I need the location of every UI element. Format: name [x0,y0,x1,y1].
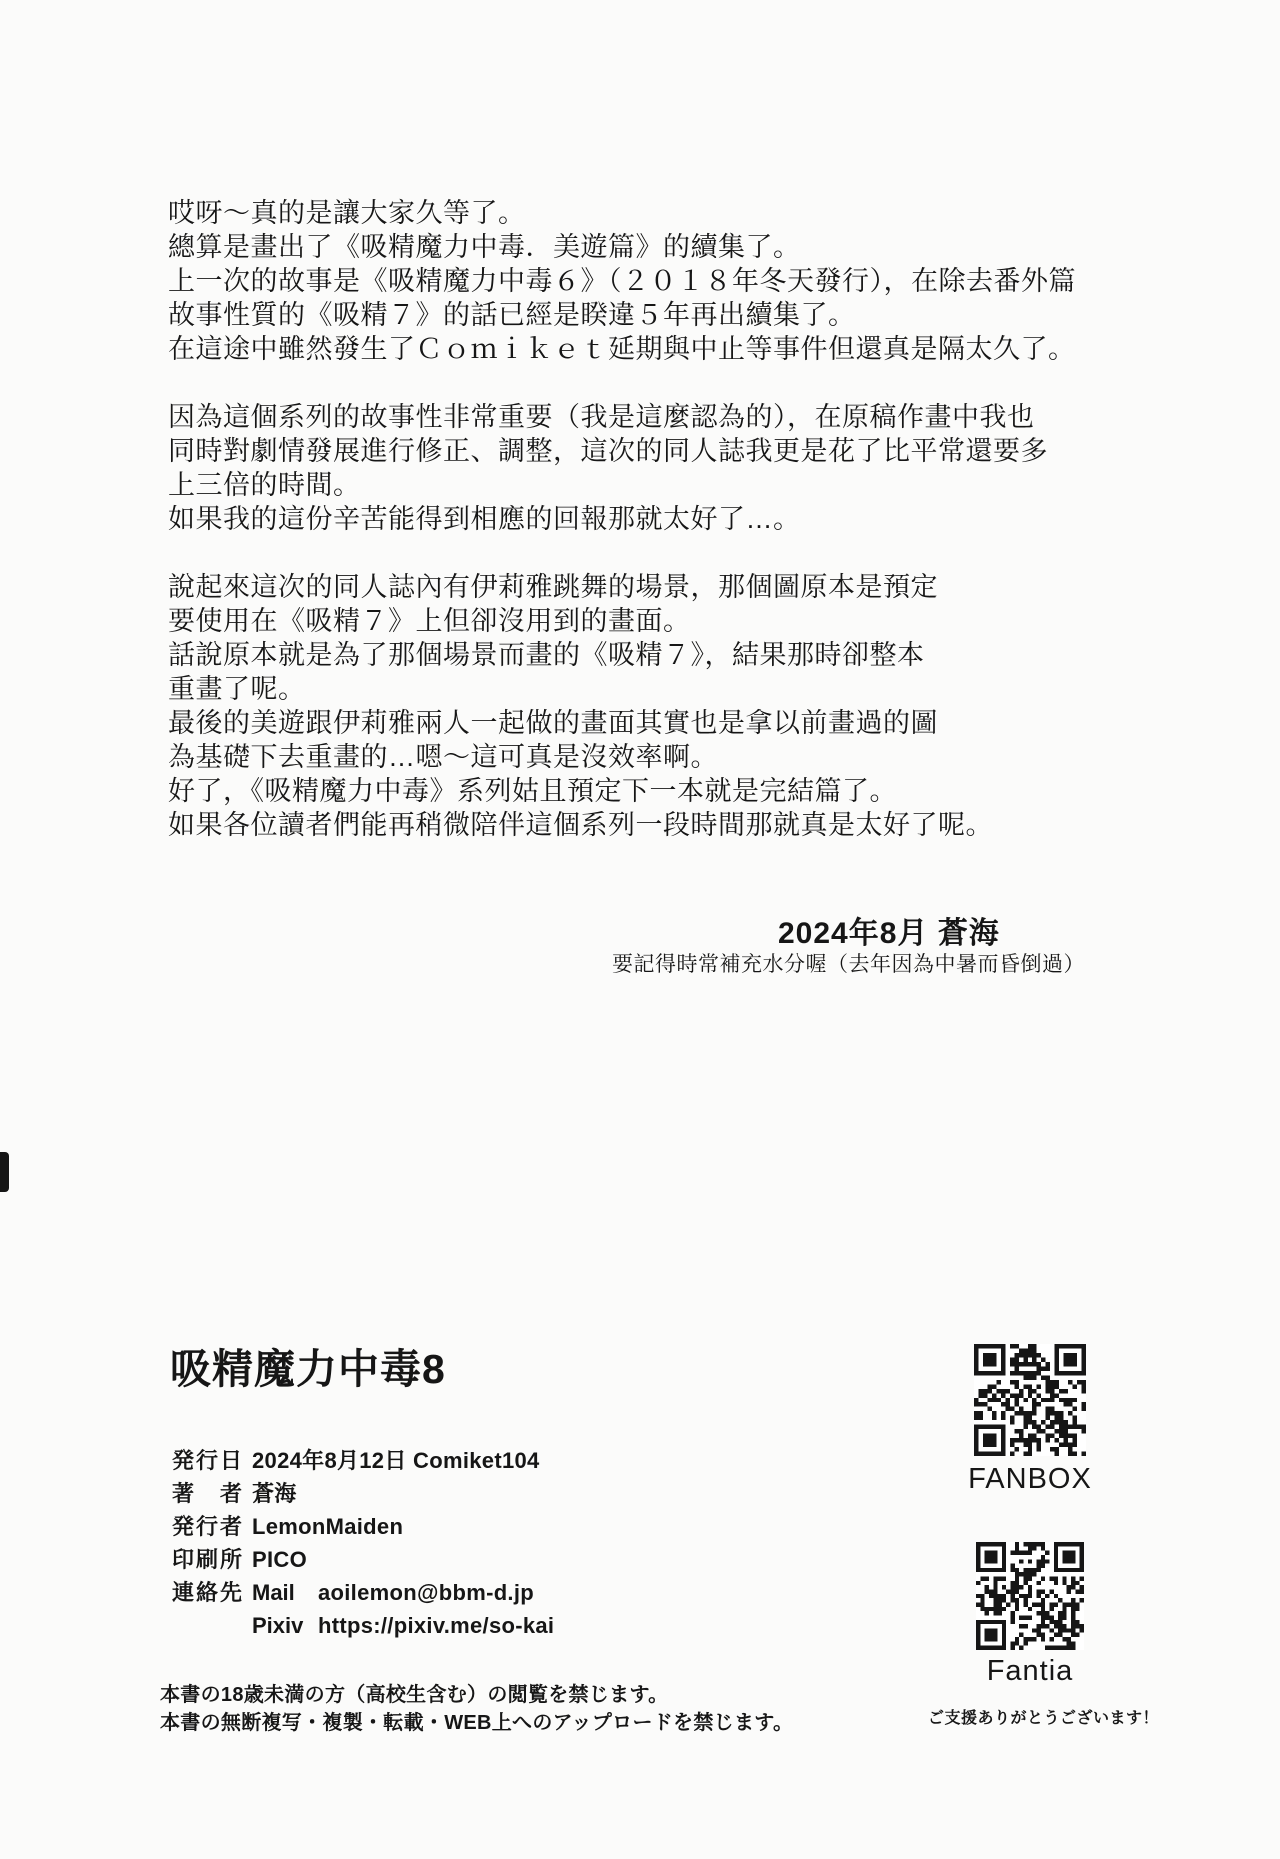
colophon-row-printer [172,1543,554,1576]
afterword-line: 如果我的這份辛苦能得到相應的回報那就太好了…。 [168,504,801,534]
afterword-line: 上三倍的時間。 [168,470,361,500]
colophon-row-contact-pixiv [172,1609,554,1642]
colophon-label: 著 者 [172,1481,245,1506]
afterword-line: 話說原本就是為了那個場景而畫的《吸精７》，結果那時卻整本 [168,640,925,670]
colophon-row-publisher [172,1510,554,1543]
contact-mail-address: aoilemon@bbm-d.jp [318,1580,534,1605]
contact-pixiv-url: https://pixiv.me/so-kai [318,1613,555,1638]
fantia-qr-code-icon [976,1542,1084,1650]
colophon-label: 発行者 [172,1514,245,1539]
colophon-value: 蒼海 [252,1481,297,1506]
afterword-line: 要使用在《吸精７》上但卻沒用到的畫面。 [168,606,691,636]
afterword-line: 在這途中雖然發生了Ｃｏｍｉｋｅｔ延期與中止等事件但還真是隔太久了。 [168,334,1076,364]
afterword-line: 說起來這次的同人誌內有伊莉雅跳舞的場景，那個圖原本是預定 [168,572,938,602]
signature-note: 要記得時常補充水分喔（去年因為中暑而昏倒過） [612,953,1085,976]
fanbox-qr-label: FANBOX [968,1463,1092,1495]
afterword-line: 哎呀～真的是讓大家久等了。 [168,198,526,228]
scan-artifact [0,1152,9,1192]
fanbox-qr-code-icon [974,1344,1086,1456]
afterword-text-block [168,196,1188,842]
afterword-line: 重畫了呢。 [168,674,306,704]
afterword-line: 好了，《吸精魔力中毒》系列姑且預定下一本就是完結篇了。 [168,776,897,806]
no-reproduction-warning: 本書の無断複写・複製・転載・WEB上へのアップロードを禁じます。 [160,1712,794,1734]
contact-service-name: Mail [252,1580,295,1605]
afterword-line: 為基礎下去重畫的…嗯～這可真是沒效率啊。 [168,742,718,772]
afterword-line: 故事性質的《吸精７》的話已經是睽違５年再出續集了。 [168,300,856,330]
afterword-line: 最後的美遊跟伊莉雅兩人一起做的畫面其實也是拿以前畫過的圖 [168,708,938,738]
signature-date: 2024年8月 蒼海 [778,917,1000,950]
colophon-info-table [172,1444,554,1642]
colophon-row-publish-date [172,1444,554,1477]
age-restriction-warning: 本書の18歳未満の方（高校生含む）の閲覧を禁じます。 [160,1684,669,1706]
fantia-qr-label: Fantia [986,1655,1074,1687]
colophon-row-author [172,1477,554,1510]
afterword-line: 上一次的故事是《吸精魔力中毒６》（２０１８年冬天發行），在除去番外篇 [168,266,1076,296]
colophon-value: LemonMaiden [252,1514,404,1539]
afterword-line: 因為這個系列的故事性非常重要（我是這麼認為的），在原稿作畫中我也 [168,402,1035,432]
colophon-label: 印刷所 [172,1547,245,1572]
colophon-label: 連絡先 [172,1580,245,1605]
colophon-label: 発行日 [172,1448,245,1473]
book-title: 吸精魔力中毒8 [170,1346,446,1392]
afterword-line: 總算是畫出了《吸精魔力中毒．美遊篇》的續集了。 [168,232,801,262]
colophon-value: 2024年8月12日 Comiket104 [252,1448,540,1473]
support-thanks-note: ご支援ありがとうございます！ [928,1710,1160,1727]
colophon-value: PICO [252,1547,307,1572]
afterword-blank-line [168,366,1188,400]
afterword-line: 同時對劇情發展進行修正、調整，這次的同人誌我更是花了比平常還要多 [168,436,1048,466]
contact-service-name: Pixiv [252,1613,304,1638]
afterword-line: 如果各位讀者們能再稍微陪伴這個系列一段時間那就真是太好了呢。 [168,810,993,840]
colophon-row-contact-mail [172,1576,554,1609]
afterword-blank-line [168,536,1188,570]
